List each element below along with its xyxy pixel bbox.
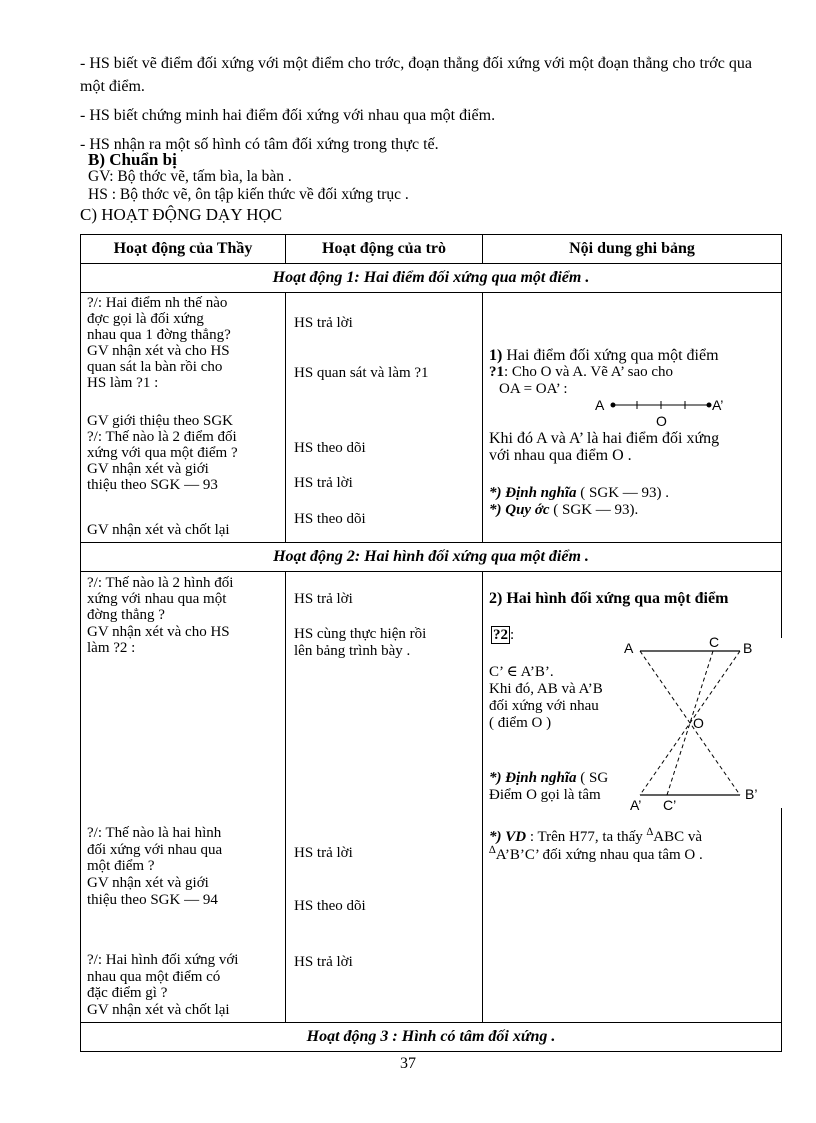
activity-3-title: Hoạt động 3 : Hình có tâm đối xứng . — [81, 1023, 782, 1052]
section-c-heading: C) HOẠT ĐỘNG DẠY HỌC — [80, 205, 283, 224]
text-line: HS theo dõi — [294, 440, 366, 456]
lesson-table — [80, 234, 782, 1052]
label-a: A — [624, 640, 634, 656]
header-student: Hoạt động của trò — [286, 235, 483, 264]
label-o: O — [656, 413, 667, 429]
prep-gv: GV: Bộ thớc vẽ, tấm bìa, la bàn . — [88, 168, 292, 185]
text-line: thiệu theo SGK — 94 — [87, 892, 218, 908]
text-line: đờng thẳng ? — [87, 607, 165, 623]
text-line: đối xứng với nhau — [489, 698, 599, 714]
text-line: ?/: Thế nào là 2 hình đối — [87, 575, 234, 591]
convention: *) Quy ớc ( SGK — 93). — [489, 502, 639, 518]
text-line: ?/: Hai điểm nh thế nào — [87, 295, 228, 311]
equation: OA = OA’ : — [499, 381, 568, 397]
label-a2: A’ — [630, 797, 642, 813]
text-line: HS quan sát và làm ?1 — [294, 365, 429, 381]
figure-background — [627, 638, 782, 808]
text-line: HS làm ?1 : — [87, 375, 159, 391]
text-line: HS trả lời — [294, 954, 353, 970]
example-line-2: ∆A’B’C’ đối xứng nhau qua tâm O . — [489, 844, 703, 863]
header-teacher: Hoạt động của Thầy — [81, 235, 286, 264]
text-line: ?/: Hai hình đối xứng với — [87, 952, 239, 968]
objectives — [80, 52, 780, 162]
text-line: quan sát la bàn rồi cho — [87, 359, 223, 375]
label-o: O — [693, 715, 704, 731]
text-line: Khi đó A và A’ là hai điểm đối xứng — [489, 430, 720, 447]
table-header-row — [81, 235, 782, 264]
prep-list — [88, 168, 409, 204]
label-a2: A’ — [712, 397, 724, 413]
text-line: làm ?2 : — [87, 640, 136, 656]
text-line: C’ ∈ A’B’. — [489, 664, 554, 680]
activity-1-student — [286, 293, 483, 543]
activity-2-teacher — [81, 572, 286, 1023]
symmetry-figure — [624, 634, 782, 813]
point-a2-dot — [707, 403, 712, 408]
point-a-dot — [611, 403, 616, 408]
text-line: ?/: Thế nào là hai hình — [87, 825, 222, 841]
text-line: GV nhận xét và giới — [87, 461, 209, 477]
definition: *) Định nghĩa ( SG — [489, 770, 609, 786]
activity-1-title: Hoạt động 1: Hai điểm đối xứng qua một điểm . — [81, 264, 782, 293]
question-2: ?2 : — [493, 627, 515, 643]
label-a: A — [595, 397, 605, 413]
label-c2: C’ — [663, 797, 677, 813]
text-line: GV giới thiệu theo SGK — [87, 413, 233, 429]
text-line: Điểm O gọi là tâm — [489, 787, 601, 803]
text-line: HS theo dõi — [294, 898, 366, 914]
activity-1-teacher — [81, 293, 286, 543]
text-line: GV nhận xét và cho HS — [87, 624, 230, 640]
prep-heading: B) Chuẩn bị — [88, 150, 177, 169]
content-heading: 1) Hai điểm đối xứng qua một điểm — [489, 347, 719, 364]
activity-2-content — [483, 572, 782, 1023]
objective-1: - HS biết vẽ điểm đối xứng với một điểm cho trớc, đoạn thẳng đối xứng với một đoạn thẳng cho trớc qua một điểm. — [80, 55, 752, 95]
text-line: xứng với nhau qua một — [87, 591, 227, 607]
text-line: lên bảng trình bày . — [294, 643, 411, 659]
activity-2-title: Hoạt động 2: Hai hình đối xứng qua một điểm . — [81, 543, 782, 572]
text-line: GV nhận xét và chốt lại — [87, 1002, 230, 1018]
content-heading: 2) Hai hình đối xứng qua một điểm — [489, 590, 729, 607]
text-line: Khi đó, AB và A’B — [489, 681, 603, 697]
text-line: HS trả lời — [294, 591, 353, 607]
text-line: HS cùng thực hiện rồi — [294, 626, 427, 642]
label-b: B — [743, 640, 753, 656]
text-line: đợc gọi là đối xứng — [87, 311, 204, 327]
text-line: HS trả lời — [294, 475, 353, 491]
activity-2-row — [81, 572, 782, 1023]
text-line: HS trả lời — [294, 845, 353, 861]
text-line: đặc điểm gì ? — [87, 985, 168, 1001]
objective-2: - HS biết chứng minh hai điểm đối xứng với nhau qua một điểm. — [80, 107, 496, 124]
text-line: một điểm ? — [87, 858, 155, 874]
text-line: ( điểm O ) — [489, 715, 552, 731]
example-line-1: *) VD : Trên H77, ta thấy ∆ABC và — [489, 826, 702, 845]
text-line: thiệu theo SGK — 93 — [87, 477, 218, 493]
text-line: HS trả lời — [294, 315, 353, 331]
activity-1-content — [483, 293, 782, 543]
activity-2-student — [286, 572, 483, 1023]
page-number: 37 — [400, 1055, 416, 1072]
label-c: C — [709, 634, 720, 650]
text-line: nhau qua 1 đờng thẳng? — [87, 327, 231, 343]
text-line: GV nhận xét và cho HS — [87, 343, 230, 359]
text-line: HS theo dõi — [294, 511, 366, 527]
text-line: với nhau qua điểm O . — [489, 447, 632, 464]
prep-hs: HS : Bộ thớc vẽ, ôn tập kiến thức về đối xứng trục . — [88, 186, 409, 203]
text-line: GV nhận xét và giới — [87, 875, 209, 891]
definition: *) Định nghĩa ( SGK — 93) . — [489, 485, 670, 501]
label-b2: B’ — [745, 786, 758, 802]
objective-3: - HS nhận ra một số hình có tâm đối xứng trong thực tế. — [80, 136, 439, 153]
text-line: ?/: Thế nào là 2 điểm đối — [87, 429, 237, 445]
text-line: xứng với qua một điểm ? — [87, 445, 238, 461]
question-1: ?1: Cho O và A. Vẽ A’ sao cho — [489, 364, 674, 380]
text-line: GV nhận xét và chốt lại — [87, 522, 230, 538]
header-content: Nội dung ghi bảng — [483, 235, 782, 264]
point-diagram — [593, 396, 723, 428]
activity-1-row — [81, 293, 782, 543]
text-line: đối xứng với nhau qua — [87, 842, 223, 858]
text-line: nhau qua một điểm có — [87, 969, 221, 985]
